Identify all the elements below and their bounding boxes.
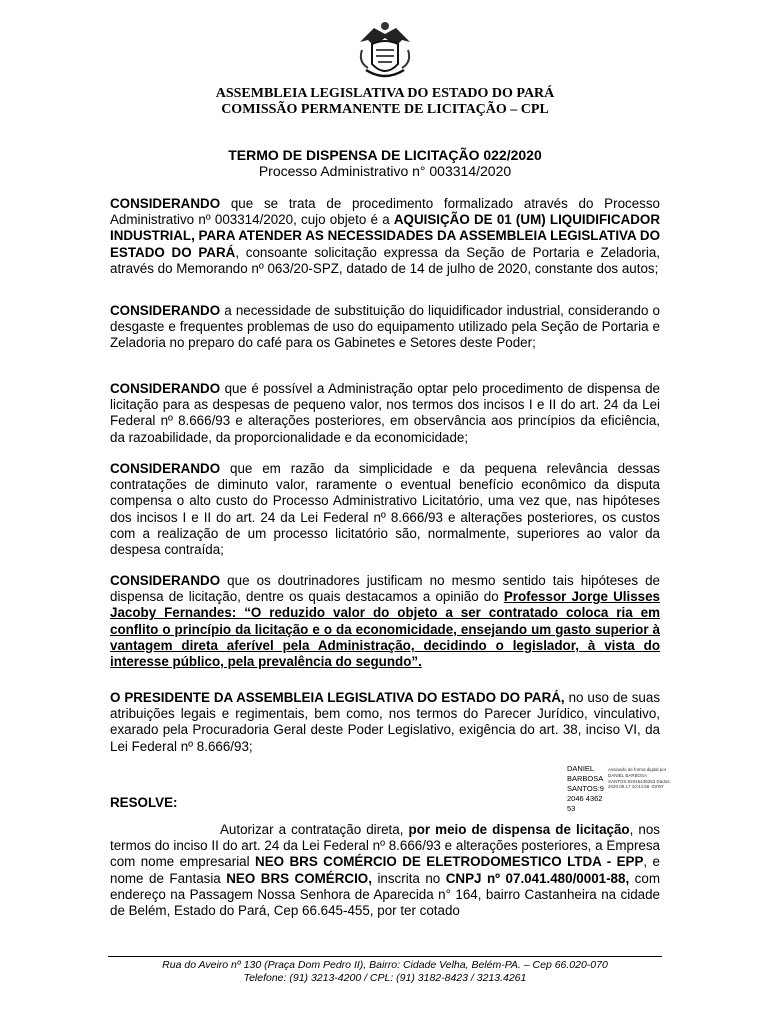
footer-address: Rua do Aveiro nº 130 (Praça Dom Pedro II), Bairro: Cidade Velha, Belém-PA. – Cep 66.020-070 xyxy=(162,959,608,971)
header-line-commission: COMISSÃO PERMANENTE DE LICITAÇÃO – CPL xyxy=(221,102,549,117)
header-line-assembly: ASSEMBLEIA LEGISLATIVA DO ESTADO DO PARÁ xyxy=(215,86,555,101)
keyword: CONSIDERANDO xyxy=(110,381,221,396)
footer-divider xyxy=(108,956,662,957)
footer-phones: Telefone: (91) 3213-4200 / CPL: (91) 3182-8423 / 3213.4261 xyxy=(243,972,527,984)
keyword: CONSIDERANDO xyxy=(110,196,221,211)
company-name: NEO BRS COMÉRCIO DE ELETRODOMESTICO LTDA - EPP xyxy=(255,854,644,870)
paragraph-considerando-2: CONSIDERANDO a necessidade de substituição do liquidificador industrial, considerando o desgaste e frequentes problemas de uso do equipamento utilizado pela Seção de Portaria e Zeladoria no preparo do café para os Gabinetes e Setores deste Poder; xyxy=(110,303,660,351)
paragraph-president: O PRESIDENTE DA ASSEMBLEIA LEGISLATIVA DO ESTADO DO PARÁ, no uso de suas atribuições legais e regimentais, bem como, nos termos do Parecer Jurídico, vinculativo, exarado pela Procuradoria Geral deste Poder Legislativo, exigência do art. 38, inciso VI, da Lei Federal nº 8.666/93; xyxy=(110,690,661,754)
keyword: CONSIDERANDO xyxy=(110,303,221,318)
document-title: TERMO DE DISPENSA DE LICITAÇÃO 022/2020 xyxy=(228,147,542,163)
cnpj: CNPJ nº 07.041.480/0001-88, xyxy=(445,870,630,886)
digital-signature xyxy=(567,764,677,816)
resolve-heading: RESOLVE: xyxy=(110,795,178,810)
process-number: Processo Administrativo n° 003314/2020 xyxy=(258,163,512,179)
object-description: AQUISIÇÃO DE 01 (UM) LIQUIDIFICADOR INDUSTRIAL, PARA ATENDER AS NECESSIDADES DA ASSEMBLEIA LEGISLATIVA DO ESTADO DO PARÁ xyxy=(110,212,660,260)
keyword: CONSIDERANDO xyxy=(110,461,221,476)
trade-name: NEO BRS COMÉRCIO, xyxy=(226,870,372,886)
paragraph-authorization: Autorizar a contratação direta, por meio de dispensa de licitação, nos termos do inciso II do art. 24 da Lei Federal nº 8.666/93 e alterações posteriores, a Empresa com nome empresarial NEO BRS COMÉRCIO DE ELETRODOMESTICO LTDA - EPP, e nome de Fantasia NEO BRS COMÉRCIO, inscrita no CNPJ nº 07.041.480/0001-88, com endereço na Passagem Nossa Senhora de Aparecida n° 164, bairro Castanheira na cidade de Belém, Estado do Pará, Cep 66.645-455, por ter cotado xyxy=(110,822,660,919)
keyword: O PRESIDENTE DA ASSEMBLEIA LEGISLATIVA DO ESTADO DO PARÁ, xyxy=(110,690,565,705)
paragraph-considerando-3: CONSIDERANDO que é possível a Administração optar pelo procedimento de dispensa de licitação para as despesas de pequeno valor, nos termos dos incisos I e II do art. 24 da Lei Federal nº 8.666/93 e alterações posteriores, em observância aos princípios da eficiência, da razoabilidade, da proporcionalidade e da economicidade; xyxy=(110,381,660,445)
signature-name: DANIEL BARBOSA SANTOS:9 2046 4362 53 xyxy=(567,764,604,813)
keyword: CONSIDERANDO xyxy=(110,573,221,588)
doctrine-quote: Professor Jorge Ulisses Jacoby Fernandes: “O reduzido valor do objeto a ser contratado coloca ria em conflito o princípio da licitação e o da economicidade, ensejando um gasto superior à vantagem direta aferível pela Administração, decidindo o legislador, à vista do interesse público, pela prevalência do segundo”. xyxy=(110,589,660,670)
paragraph-considerando-1: CONSIDERANDO que se trata de procedimento formalizado através do Processo Administrativo nº 003314/2020, cujo objeto é a AQUISIÇÃO DE 01 (UM) LIQUIDIFICADOR INDUSTRIAL, PARA ATENDER AS NECESSIDADES DA ASSEMBLEIA LEGISLATIVA DO ESTADO DO PARÁ, consoante solicitação expressa da Seção de Portaria e Zeladoria, através do Memorando nº 063/20-SPZ, datado de 14 de julho de 2020, constante dos autos; xyxy=(110,196,660,276)
paragraph-considerando-4: CONSIDERANDO que em razão da simplicidade e da pequena relevância dessas contratações de diminuto valor, raramente o eventual benefício econômico da disputa compensa o alto custo do Processo Administrativo Licitatório, uma vez que, nas hipóteses dos incisos I e II do art. 24 da Lei Federal nº 8.666/93 e alterações posteriores, os custos com a realização de um processo licitatório são, normalmente, superiores ao valor da despesa contraída; xyxy=(110,461,660,558)
state-coat-of-arms-seal xyxy=(356,20,414,84)
paragraph-considerando-5: CONSIDERANDO que os doutrinadores justificam no mesmo sentido tais hipóteses de dispensa de licitação, dentre os quais destacamos a opinião do Professor Jorge Ulisses Jacoby Fernandes: “O reduzido valor do objeto a ser contratado coloca ria em conflito o princípio da licitação e o da economicidade, ensejando um gasto superior à vantagem direta aferível pela Administração, decidindo o legislador, à vista do interesse público, pela prevalência do segundo”. xyxy=(110,573,660,670)
signature-detail: Assinado de forma digital por DANIEL BARBOSA SANTOS:92046436253 Dados: 2020.09.17 10:44:58 -03'00' xyxy=(608,767,671,790)
